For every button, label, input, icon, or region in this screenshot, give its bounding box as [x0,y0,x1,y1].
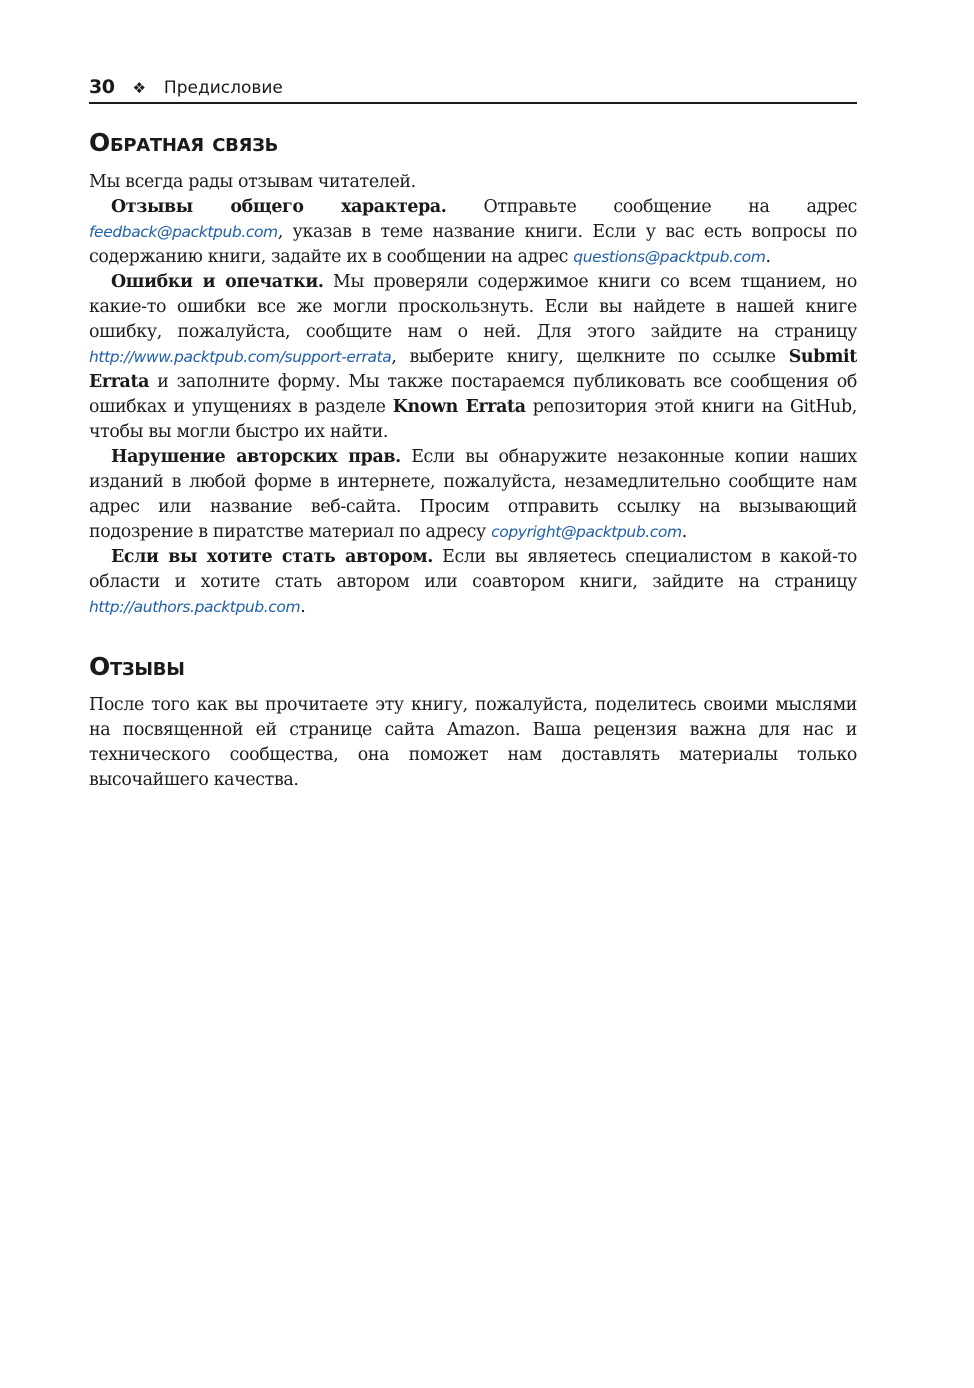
text-segment: Если вы обнаружите незаконные копии наших изданий в любой форме в интернете, пожалуйста, незамедлительно сообщите нам адрес или название веб-сайта. Просим отправить ссылку на вызывающий подозрение в пиратстве материал по адресу [89,447,857,542]
section-heading-feedback: Обратная связь [89,128,279,157]
lead-general-feedback: Отзывы общего характера. [111,197,447,217]
text-segment: , указав в теме название книги. Если у вас есть вопросы по содержанию книги, задайте их в сообщении на адрес [89,222,857,267]
link-support-errata[interactable]: http://www.packtpub.com/support-errata [89,348,392,366]
text-segment: Если вы являетесь специалистом в какой-то области и хотите стать автором или соавтором книги, зайдите на страницу [89,547,857,592]
paragraph-general-feedback [89,195,857,270]
bold-known-errata: Known Errata [392,397,526,417]
running-head [89,76,857,104]
text-segment: Отправьте сообщение на адрес [446,197,857,217]
text-segment: . [300,597,306,617]
link-copyright-email[interactable]: copyright@packtpub.com [491,523,682,541]
running-title: Предисловие [163,78,283,98]
ornament-icon: ❖ [132,79,146,97]
book-page [89,76,857,793]
lead-errata: Ошибки и опечатки. [111,272,324,292]
lead-piracy: Нарушение авторских прав. [111,447,401,467]
paragraph-errata [89,270,857,445]
page-number: 30 [89,76,115,98]
text-segment: , выберите книгу, щелкните по ссылке [391,347,789,367]
paragraph-piracy [89,445,857,545]
text-segment: Мы проверяли содержимое книги со всем тщанием, но какие-то ошибки все же могли проскользнуть. Если вы найдете в нашей книге ошибку, пожалуйста, сообщите нам о ней. Для этого зайдите на страницу [89,272,857,342]
link-questions-email[interactable]: questions@packtpub.com [573,248,766,266]
feedback-intro: Мы всегда рады отзывам читателей. [89,172,416,192]
lead-become-author: Если вы хотите стать автором. [111,547,433,567]
bold-submit-errata: Submit Errata [89,347,857,392]
section-heading-reviews: Отзывы [89,652,185,681]
text-segment: репозитория этой книги на GitHub, чтобы вы могли быстро их найти. [89,397,857,442]
paragraph-become-author [89,545,857,620]
text-segment: и заполните форму. Мы также постараемся публиковать все сообщения об ошибках и упущениях в разделе [89,372,857,417]
link-feedback-email[interactable]: feedback@packtpub.com [89,223,278,241]
text-segment: . [681,522,687,542]
paragraph-reviews: После того как вы прочитаете эту книгу, пожалуйста, поделитесь своими мыслями на посвященной ей странице сайта Amazon. Ваша рецензия важна для нас и технического сообщества, она поможет нам доставлять материалы только высочайшего качества. [89,695,857,790]
text-segment: . [765,247,771,267]
link-authors-site[interactable]: http://authors.packtpub.com [89,598,301,616]
